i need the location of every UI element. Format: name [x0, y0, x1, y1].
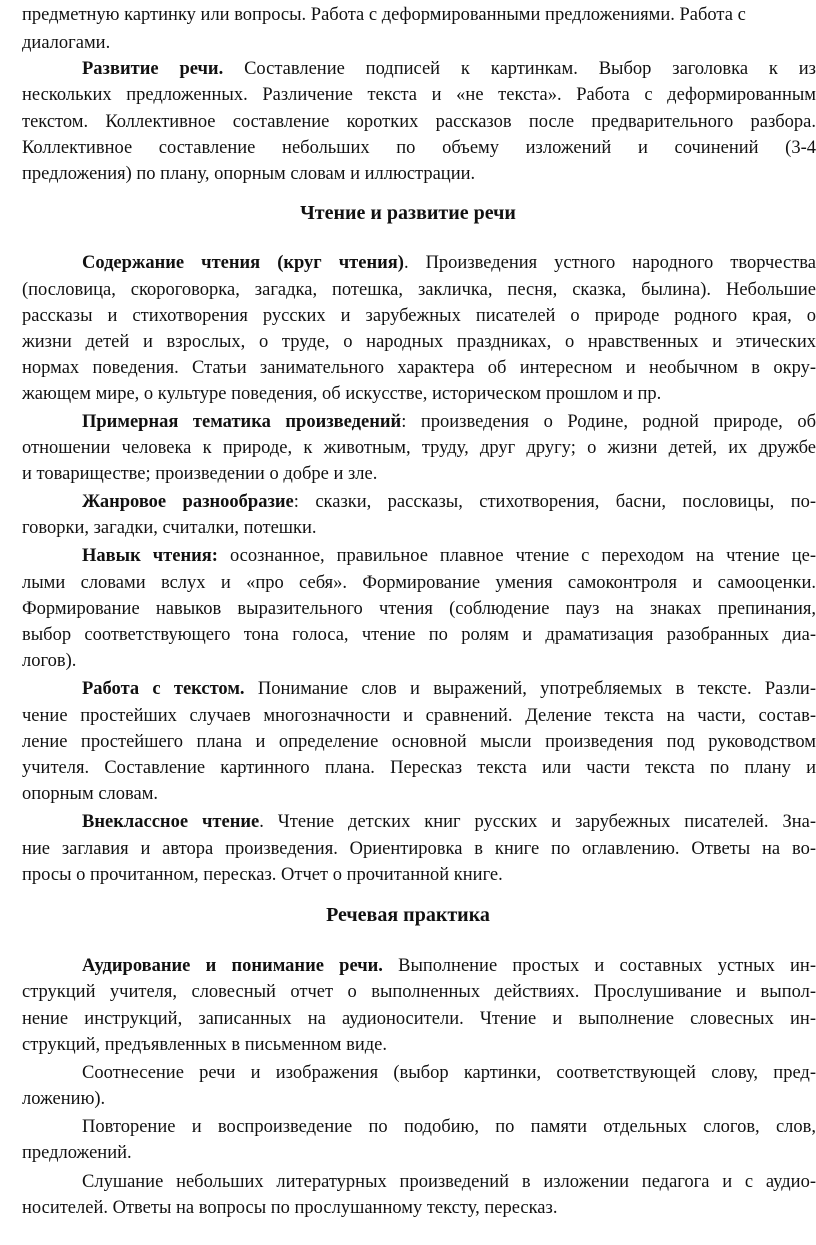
text-line [22, 381, 816, 407]
text-run: выбор соответствующего тона голоса, чтение по ролям и драматизация разобранных диа- [22, 625, 816, 645]
text-run: Коллективное составление небольших по объему изложений и сочинений (3-4 [22, 138, 816, 158]
text-line [82, 676, 816, 702]
text-line [22, 277, 816, 303]
text-run: . Произведения устного народного творчества [403, 253, 816, 273]
bold-run: Жанровое разнообразие [82, 492, 294, 512]
text-run: : произведения о Родине, родной природе, об [401, 412, 816, 432]
text-line [22, 30, 816, 56]
text-line [22, 2, 816, 28]
bold-run: Внеклассное чтение [82, 812, 260, 832]
text-run: диалогами. [22, 33, 111, 53]
text-line [82, 250, 816, 276]
text-run: говорки, загадки, считалки, потешки. [22, 518, 317, 538]
text-line [82, 1114, 816, 1140]
text-run: текстом. Коллективное составление коротких рассказов после предварительного разбора. [22, 112, 816, 132]
text-run: предметную картинку или вопросы. Работа с деформированными предложениями. Работа с [22, 5, 746, 25]
text-line [22, 1140, 816, 1166]
text-line [22, 355, 816, 381]
text-line [22, 82, 816, 108]
text-run: ложению). [22, 1089, 106, 1109]
text-run: логов). [22, 651, 77, 671]
bold-run: Содержание чтения (круг чтения) [82, 253, 404, 273]
text-line [22, 1032, 816, 1058]
text-run: и товариществе; произведении о добре и зле. [22, 464, 378, 484]
text-run: предложения) по плану, опорным словам и иллюстрации. [22, 164, 476, 184]
text-run: носителей. Ответы на вопросы по прослушанному тексту, пересказ. [22, 1198, 558, 1218]
bold-run: Речевая практика [326, 904, 490, 926]
text-line [22, 161, 816, 187]
text-line [82, 953, 816, 979]
text-line [22, 303, 816, 329]
text-run: учителя. Составление картинного плана. Пересказ текста или части текста по плану и [22, 758, 816, 778]
text-line [22, 596, 816, 622]
text-run: струкций, предъявленных в письменном виде. [22, 1035, 388, 1055]
text-line [82, 809, 816, 835]
text-run: осознанное, правильное плавное чтение с переходом на чтение це- [217, 546, 816, 566]
text-run: просы о прочитанном, пересказ. Отчет о прочитанной книге. [22, 865, 503, 885]
text-line [82, 489, 816, 515]
bold-run: Чтение и развитие речи [300, 202, 516, 224]
text-run: лыми словами вслух и «про себя». Формирование умения самоконтроля и самооценки. [22, 573, 816, 593]
text-run: рассказы и стихотворения русских и зарубежных писателей о природе родного края, о [22, 306, 816, 326]
text-run: нение инструкций, записанных на аудионосители. Чтение и выполнение словесных ин- [22, 1009, 816, 1029]
text-line [22, 1195, 816, 1221]
text-line [22, 703, 816, 729]
text-line [22, 461, 816, 487]
text-line [22, 570, 816, 596]
text-run: Формирование навыков выразительного чтения (соблюдение пауз на знаках препинания, [22, 599, 816, 619]
text-line [22, 1086, 816, 1112]
text-line [82, 56, 816, 82]
text-line [82, 543, 816, 569]
text-line [22, 648, 816, 674]
text-line [22, 329, 816, 355]
bold-run: Работа с текстом. [82, 679, 245, 699]
text-run: Составление подписей к картинкам. Выбор заголовка к из [223, 59, 816, 79]
section-heading [0, 198, 816, 228]
text-run: жизни детей и взрослых, о труде, о народных праздниках, о нравственных и этических [22, 332, 816, 352]
text-run: ление простейшего плана и определение основной мысли произведения под руководством [22, 732, 816, 752]
text-line [82, 1169, 816, 1195]
text-line [22, 979, 816, 1005]
text-line [22, 862, 816, 888]
text-line [22, 622, 816, 648]
text-run: чение простейших случаев многозначности и сравнений. Деление текста на части, состав- [22, 706, 816, 726]
text-line [22, 781, 816, 807]
text-run: нормах поведения. Статьи занимательного характера об интересном и необычном в окру- [22, 358, 816, 378]
text-run: Выполнение простых и составных устных ин- [382, 956, 816, 976]
text-line [22, 1006, 816, 1032]
text-run: опорным словам. [22, 784, 159, 804]
text-run: : сказки, рассказы, стихотворения, басни, пословицы, по- [293, 492, 816, 512]
bold-run: Примерная тематика произведений [82, 412, 402, 432]
text-line [22, 135, 816, 161]
bold-run: Аудирование и понимание речи. [82, 956, 383, 976]
text-line [22, 109, 816, 135]
text-line [22, 729, 816, 755]
text-run: нескольких предложенных. Различение текста и «не текста». Работа с деформированным [22, 85, 816, 105]
text-line [82, 1060, 816, 1086]
text-run: Соотнесение речи и изображения (выбор картинки, соответствующей слову, пред- [82, 1063, 816, 1083]
text-run: ние заглавия и автора произведения. Ориентировка в книге по оглавлению. Ответы на во- [22, 839, 816, 859]
bold-run: Развитие речи. [82, 59, 224, 79]
section-heading [0, 900, 816, 930]
text-run: предложений. [22, 1143, 132, 1163]
text-line [22, 836, 816, 862]
text-run: Повторение и воспроизведение по подобию, по памяти отдельных слогов, слов, [82, 1117, 816, 1137]
text-line [22, 435, 816, 461]
text-line [22, 755, 816, 781]
text-line [22, 515, 816, 541]
text-line [82, 409, 816, 435]
text-run: . Чтение детских книг русских и зарубежных писателей. Зна- [259, 812, 816, 832]
text-run: жающем мире, о культуре поведения, об искусстве, историческом прошлом и пр. [22, 384, 662, 404]
text-run: струкций учителя, словесный отчет о выполненных действиях. Прослушивание и выпол- [22, 982, 816, 1002]
text-run: Слушание небольших литературных произведений в изложении педагога и с аудио- [82, 1172, 816, 1192]
text-run: отношении человека к природе, к животным, труду, друг другу; о жизни детей, их дружбе [22, 438, 816, 458]
text-run: Понимание слов и выражений, употребляемых в тексте. Разли- [244, 679, 816, 699]
text-run: (пословица, скороговорка, загадка, потешка, закличка, песня, сказка, былина). Небольшие [22, 280, 816, 300]
bold-run: Навык чтения: [82, 546, 218, 566]
